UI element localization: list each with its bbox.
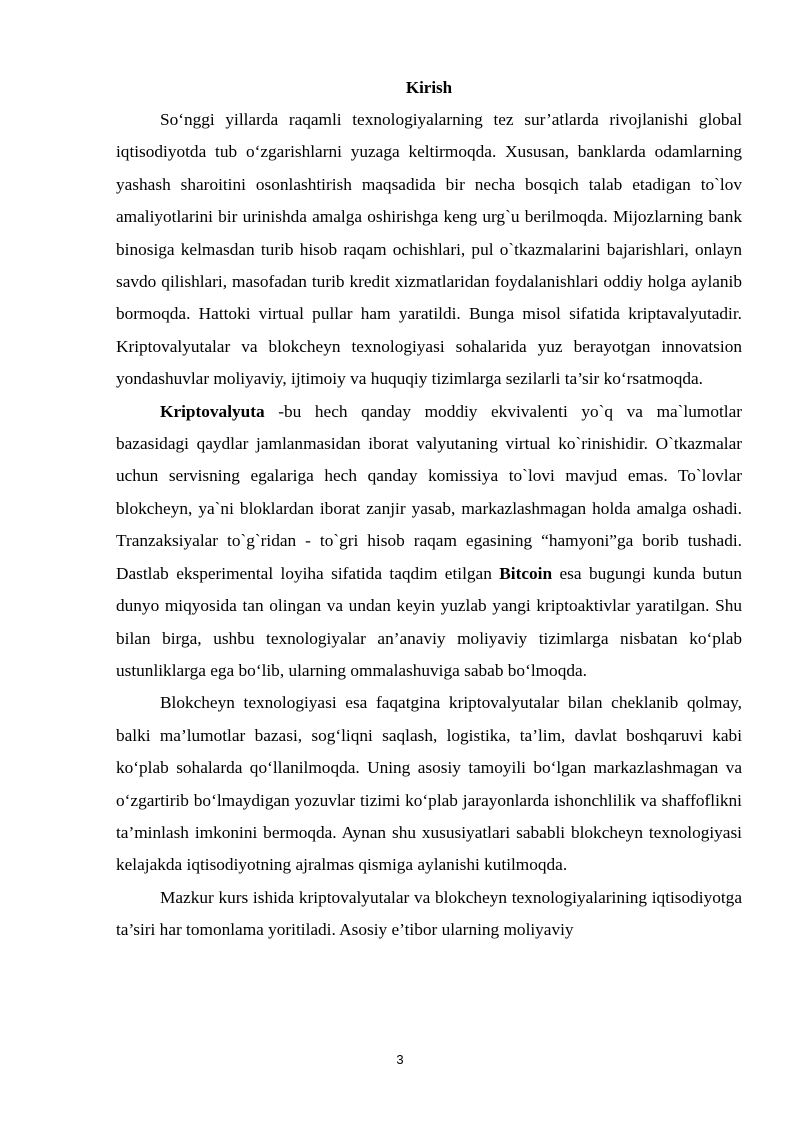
- page-number: 3: [396, 1052, 404, 1067]
- paragraph-intro: So‘nggi yillarda raqamli texnologiyalarning tez sur’atlarda rivojlanishi global iqtisodiyotda tub o‘zgarishlarni yuzaga keltirmoqda. Xususan, banklarda odamlarning yashash sharoitini osonlashtirish maqsadida bir necha bosqich talab etadigan to`lov amaliyotlarini bir urinishda amalga oshirishga keng urg`u berilmoqda. Mijozlarning bank binosiga kelmasdan turib hisob raqam ochishlari, pul o`tkazmalarini bajarishlari, onlayn savdo qilishlari, masofadan turib kredit xizmatlaridan foydalanishlari oddiy holga aylanib bormoqda. Hattoki virtual pullar ham yaratildi. Bunga misol sifatida kriptavalyutadir. Kriptovalyutalar va blokcheyn texnologiyasi sohalarida yuz berayotgan innovatsion yondashuvlar moliyaviy, ijtimoiy va huquqiy tizimlarga sezilarli ta’sir ko‘rsatmoqda.: [116, 110, 742, 389]
- paragraph-cryptocurrency-text-a: -bu hech qanday moddiy ekvivalenti yo`q va ma`lumotlar bazasidagi qaydlar jamlanmasidan iborat valyutaning virtual ko`rinishidir. O`tkazmalar uchun servisning egalariga hech qanday komissiya to`lovi mavjud emas. To`lovlar blokcheyn, ya`ni bloklardan iborat zanjir yasab, markazlashmagan holda amalga oshadi. Tranzaksiyalar to`g`ridan - to`gri hisob raqam egasining “hamyoni”ga borib tushadi. Dastlab eksperimental loyiha sifatida taqdim etilgan: [116, 401, 742, 583]
- section-heading: Kirish: [405, 78, 453, 97]
- term-kriptovalyuta: Kriptovalyuta: [160, 401, 265, 421]
- document-page: [116, 72, 742, 947]
- paragraph-cryptocurrency-text-b: esa bugungi kunda butun dunyo miqyosida tan olingan va undan keyin yuzlab yangi kriptoaktivlar yaratilgan. Shu bilan birga, ushbu texnologiyalar an’anaviy moliyaviy tizimlarga nisbatan ko‘plab ustunliklarga ega bo‘lib, ularning ommalashuviga sabab bo‘lmoqda.: [116, 563, 742, 680]
- term-bitcoin: Bitcoin: [499, 563, 553, 583]
- paragraph-course-scope: Mazkur kurs ishida kriptovalyutalar va blokcheyn texnologiyalarining iqtisodiyotga ta’siri har tomonlama yoritiladi. Asosiy e’tibor ularning moliyaviy: [116, 887, 742, 940]
- paragraph-cryptocurrency: [116, 396, 742, 688]
- paragraph-blockchain: Blokcheyn texnologiyasi esa faqatgina kriptovalyutalar bilan cheklanib qolmay, balki ma’lumotlar bazasi, sog‘liqni saqlash, logistika, ta’lim, davlat boshqaruvi kabi ko‘plab sohalarda qo‘llanilmoqda. Uning asosiy tamoyili bo‘lgan markazlashmagan va o‘zgartirib bo‘lmaydigan yozuvlar tizimi ko‘plab jarayonlarda ishonchlilik va shaffoflikni ta’minlash imkonini bermoqda. Aynan shu xususiyatlari sababli blokcheyn texnologiyasi kelajakda iqtisodiyotning ajralmas qismiga aylanishi kutilmoqda.: [116, 693, 742, 875]
